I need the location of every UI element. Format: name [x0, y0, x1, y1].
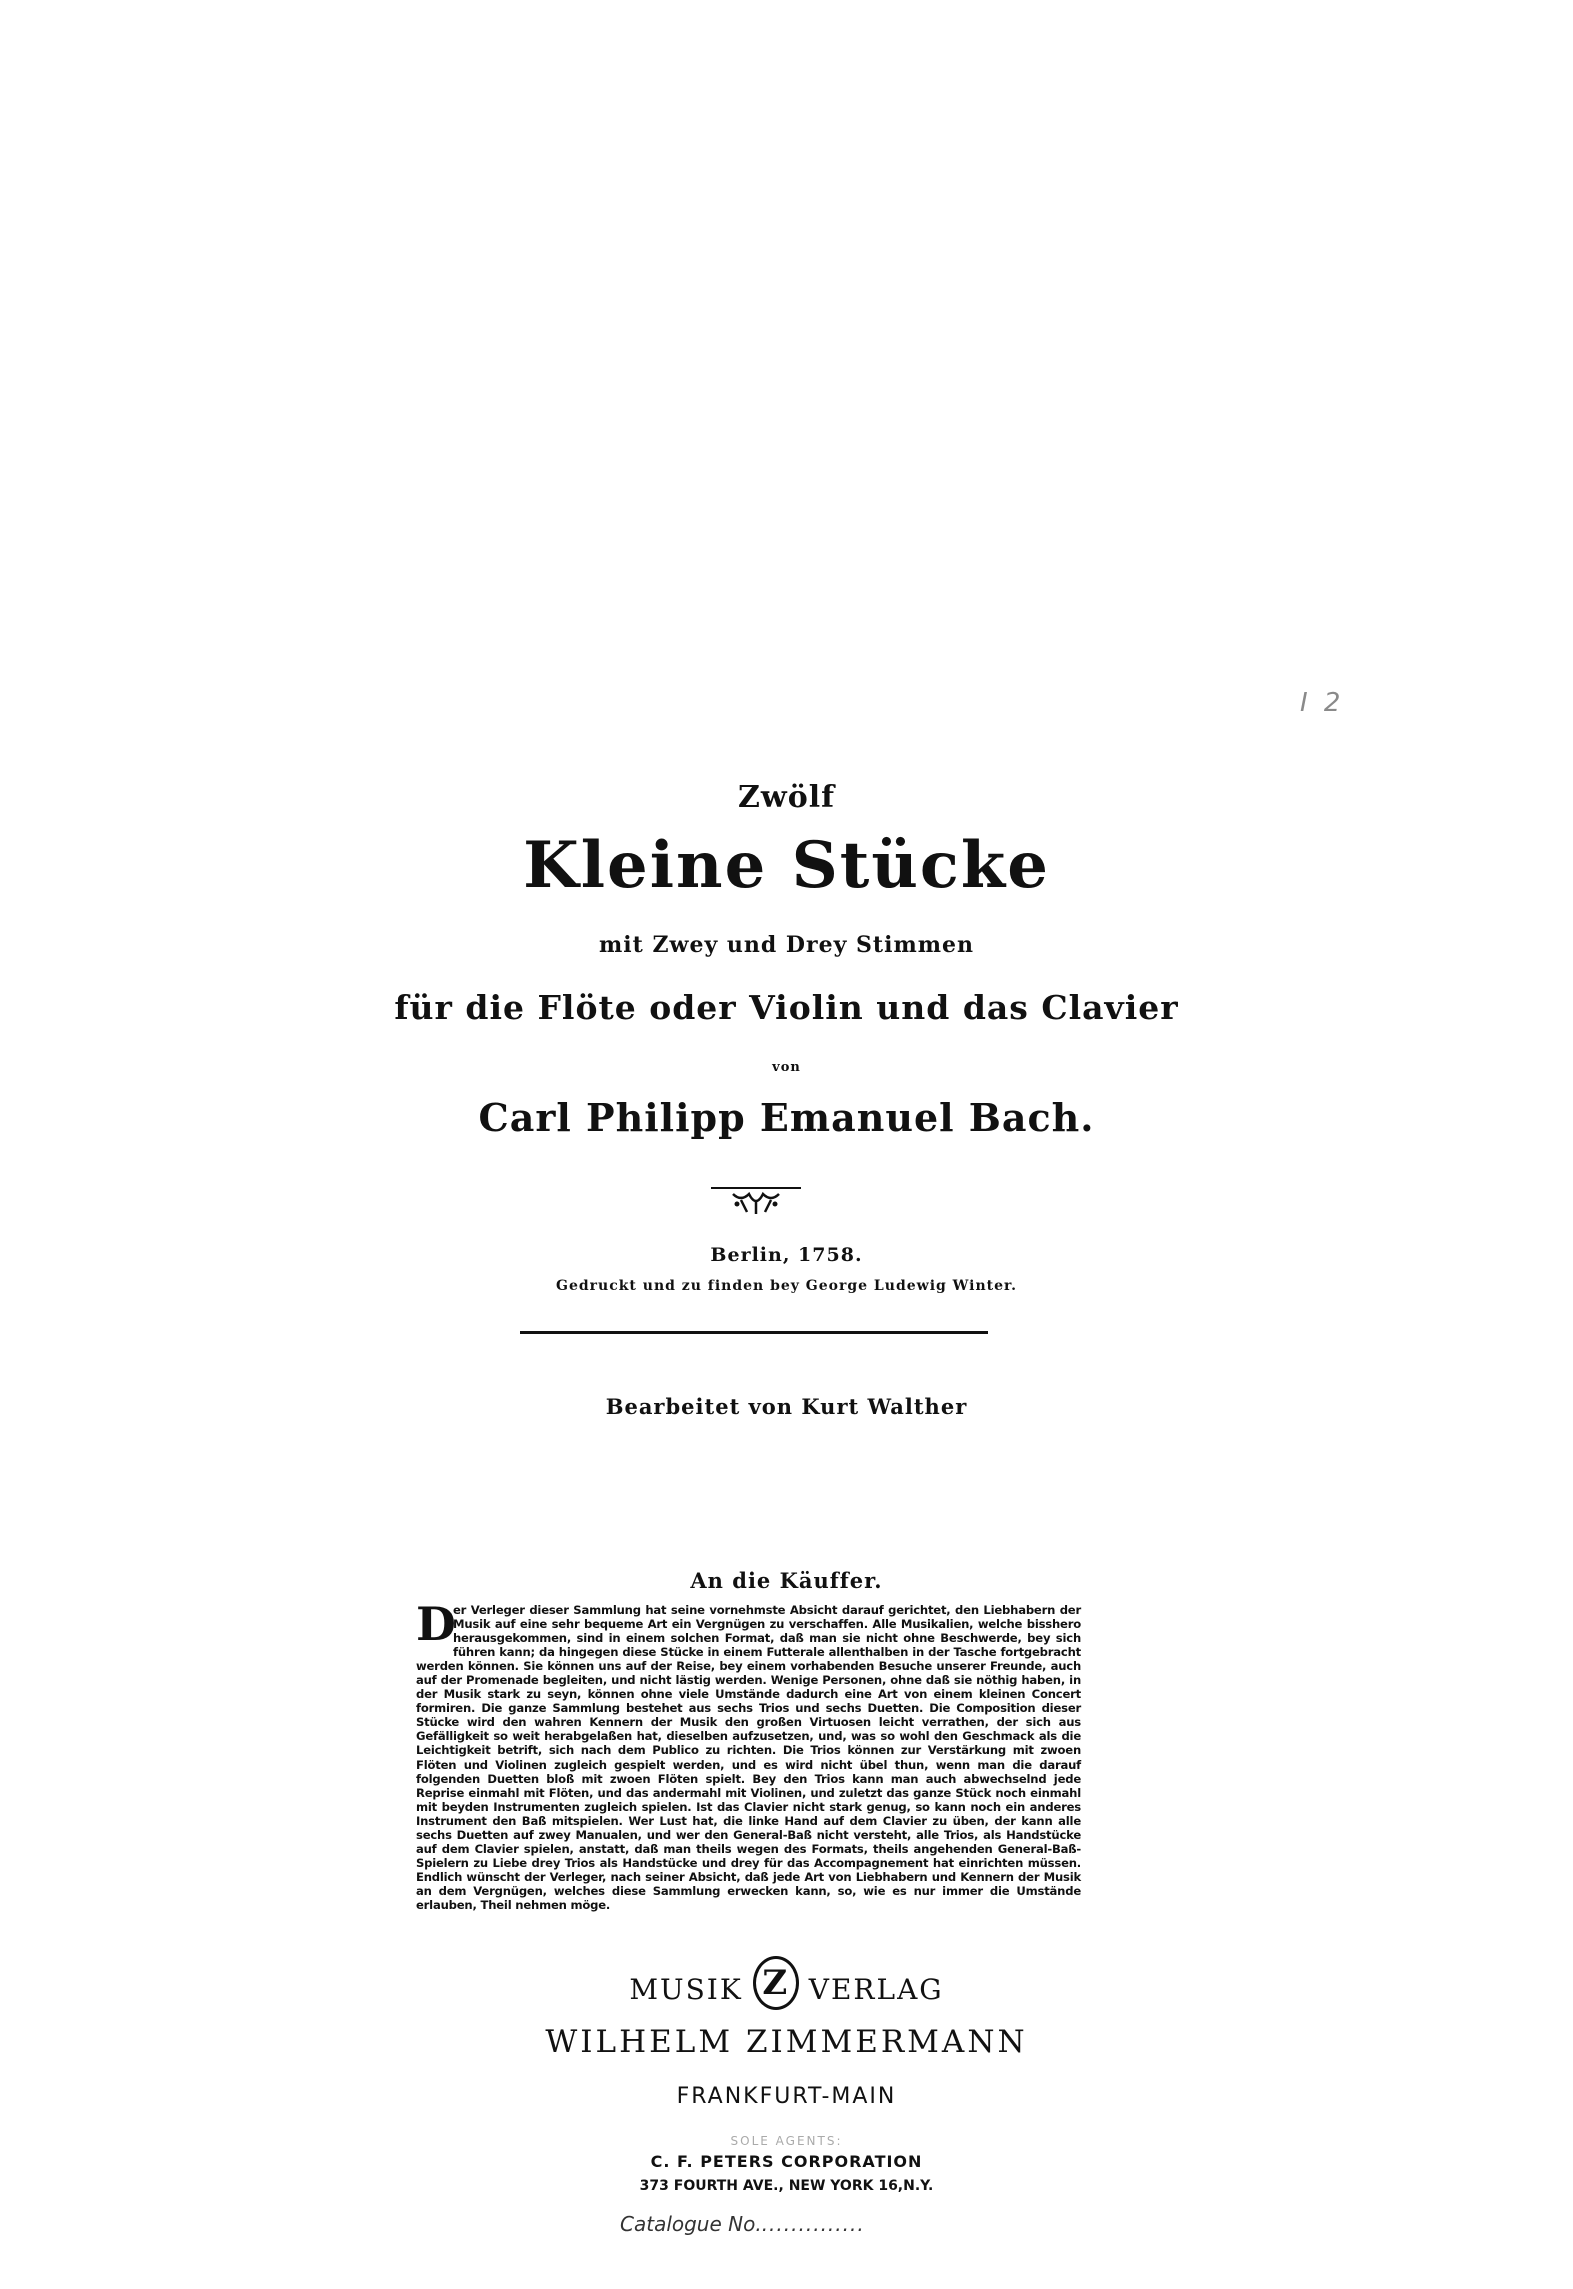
publisher-city: FRANKFURT-MAIN — [676, 2084, 897, 2109]
agent-corporation: C. F. PETERS CORPORATION — [650, 2152, 923, 2171]
preface-heading: An die Käuffer. — [690, 1568, 883, 1593]
subtitle-instruments: für die Flöte oder Violin und das Clavier — [394, 988, 1179, 1027]
publisher-word-musik: MUSIK — [629, 1972, 743, 2006]
catalogue-number — [620, 2212, 865, 2236]
printer-line: Gedruckt und zu finden bey George Ludewig Winter. — [556, 1278, 1017, 1294]
pencil-mark: I 2 — [1300, 688, 1345, 718]
preface-dropcap: D — [416, 1597, 456, 1651]
title-number-word: Zwölf — [737, 780, 836, 815]
main-title: Kleine Stücke — [523, 828, 1050, 903]
preface-body: er Verleger dieser Sammlung hat seine vornehmste Absicht darauf gerichtet, den Liebhabern der Musik auf eine sehr bequeme Art ein Vergnügen zu verschaffen. Alle Musikalien, welche bisshero herausgekommen, sind in einem solchen Format, daß man sie nicht ohne Beschwerde, bey sich führen kann; da hingegen diese Stücke in einem Futterale allenthalben in der Tasche fortgebracht werden können. Sie können uns auf der Reise, bey einem vorhabenden Besuche unserer Freunde, auch auf der Promenade begleiten, und nicht lästig werden. Wenige Personen, ohne daß sie nöthig haben, in der Musik stark zu seyn, können ohne viele Umstände dadurch eine Art von einem kleinen Concert formiren. Die ganze Sammlung bestehet aus sechs Trios und sechs Duetten. Die Composition dieser Stücke wird den wahren Kennern der Musik den großen Virtuosen leicht verrathen, der sich aus Gefälligkeit so weit herabgelaßen hat, dieselben aufzusetzen, und, was so wohl den Geschmack als die Leichtigkeit betrift, sich nach dem Publico zu richten. Die Trios können zur Verstärkung mit zwoen Flöten und Violinen zugleich gespielt werden, und es wird nicht übel thun, wenn man die darauf folgenden Duetten bloß mit zwoen Flöten spielt. Bey den Trios kann man auch abwechselnd jede Reprise einmahl mit Flöten, und das andermahl mit Violinen, und zuletzt das ganze Stück noch einmahl mit beyden Instrumenten zugleich spielen. Ist das Clavier nicht stark genug, so kann noch ein anderes Instrument den Baß mitspielen. Wer Lust hat, die linke Hand auf dem Clavier zu üben, der kann alle sechs Duetten auf zwey Manualen, und wer den General-Baß nicht versteht, alle Trios, als Handstücke auf dem Clavier spielen, anstatt, daß man theils wegen des Formats, theils angehenden General-Baß-Spielern zu Liebe drey Trios als Handstücke und drey für das Accompagnement hat einrichten müssen. Endlich wünscht der Verleger, nach seiner Absicht, daß jede Art von Liebhabern und Kennern der Musik an dem Vergnügen, welches diese Sammlung erwecken kann, so, wie es nur immer die Umstände erlauben, Theil nehmen möge. — [416, 1603, 1081, 1912]
publisher-logo — [753, 1956, 799, 2010]
place-date: Berlin, 1758. — [710, 1244, 863, 1266]
publisher-name: WILHELM ZIMMERMANN — [545, 2024, 1028, 2060]
catalogue-dotted-line: .............. — [761, 2212, 865, 2236]
publisher-imprint — [0, 1962, 1573, 2016]
agent-address: 373 FOURTH AVE., NEW YORK 16,N.Y. — [639, 2178, 934, 2194]
subtitle-voices: mit Zwey und Drey Stimmen — [599, 932, 974, 958]
catalogue-label: Catalogue No. — [620, 2212, 762, 2236]
arranger-credit: Bearbeitet von Kurt Walther — [605, 1394, 968, 1419]
section-rule — [520, 1331, 988, 1334]
publisher-word-verlag: VERLAG — [808, 1972, 944, 2006]
composer-name: Carl Philipp Emanuel Bach. — [478, 1095, 1095, 1140]
ornament-divider — [711, 1182, 801, 1216]
publisher-logo-letter: Z — [762, 1963, 790, 2003]
preface-text — [416, 1597, 1081, 1912]
agents-label: SOLE AGENTS: — [730, 2134, 843, 2148]
by-label: von — [772, 1060, 801, 1075]
